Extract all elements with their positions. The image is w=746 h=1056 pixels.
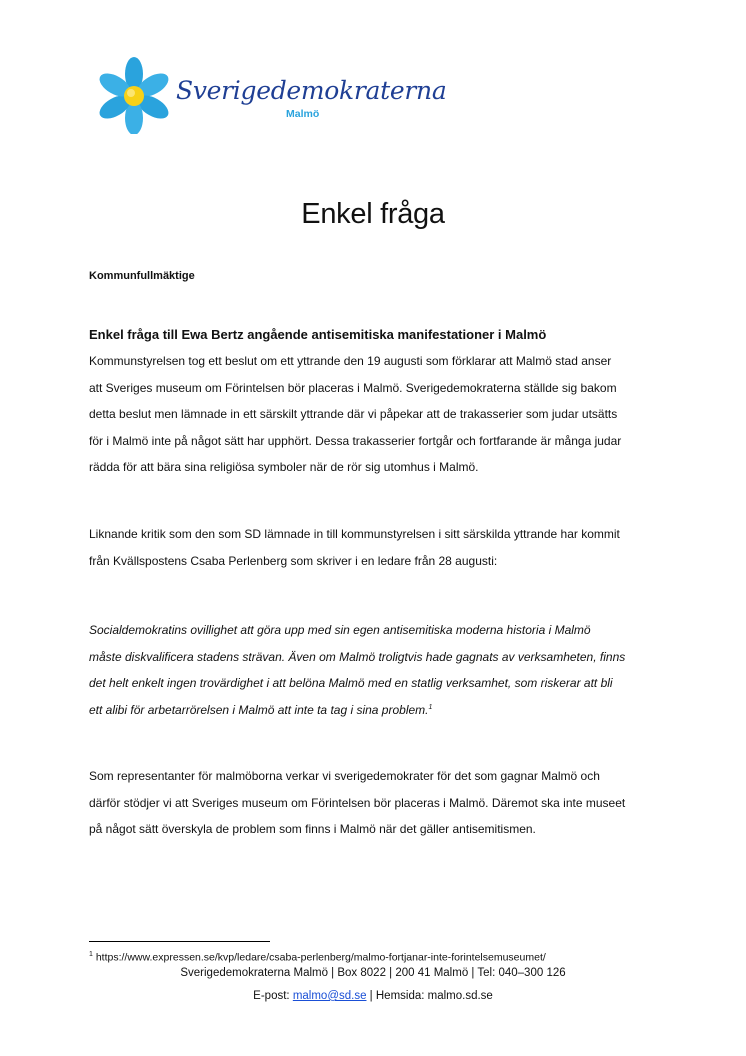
paragraph-line: att Sveriges museum om Förintelsen bör placeras i Malmö. Sverigedemokraterna ställde sig bakom <box>89 380 617 395</box>
flower-icon <box>96 54 176 134</box>
quote-block <box>89 617 669 723</box>
party-logo <box>96 54 447 134</box>
quote-line-text: ett alibi för arbetarrörelsen i Malmö att inte ta tag i sina problem. <box>89 702 429 717</box>
paragraph-line: Liknande kritik som den som SD lämnade in till kommunstyrelsen i sitt särskilda yttrande har kommit <box>89 527 620 541</box>
quote-line: måste diskvalificera stadens strävan. Även om Malmö troligtvis hade gagnats av verksamheten, finns <box>89 649 626 664</box>
question-heading: Enkel fråga till Ewa Bertz angående antisemitiska manifestationer i Malmö <box>89 327 547 342</box>
paragraph-3 <box>89 763 669 843</box>
paragraph-1 <box>89 348 669 481</box>
paragraph-line: rädda för att bära sina religiösa symboler när de rör sig utomhus i Malmö. <box>89 460 479 474</box>
logo-wordmark: Sverigedemokraterna <box>176 76 447 105</box>
document-label: Kommunfullmäktige <box>89 270 195 282</box>
paragraph-2 <box>89 521 669 574</box>
paragraph-line: Som representanter för malmöborna verkar vi sverigedemokrater för det som gagnar Malmö och <box>89 769 600 783</box>
paragraph-line: Kommunstyrelsen tog ett beslut om ett yttrande den 19 augusti som förklarar att Malmö stad anser <box>89 354 612 368</box>
document-title: Enkel fråga <box>301 198 445 230</box>
email-prefix: E-post: <box>253 990 293 1002</box>
paragraph-line: därför stödjer vi att Sveriges museum om Förintelsen bör placeras i Malmö. Däremot ska inte museet <box>89 795 626 810</box>
quote-line: Socialdemokratins ovillighet att göra upp med sin egen antisemitiska moderna historia i Malmö <box>89 623 591 637</box>
paragraph-line: från Kvällspostens Csaba Perlenberg som skriver i en ledare från 28 augusti: <box>89 553 498 568</box>
footnote <box>89 951 546 964</box>
quote-line-last <box>89 697 669 724</box>
website-text: | Hemsida: malmo.sd.se <box>366 990 493 1002</box>
footnote-url[interactable]: https://www.expressen.se/kvp/ledare/csaba-perlenberg/malmo-fortjanar-inte-forintelsemuseumet/ <box>92 951 546 964</box>
quote-line: det helt enkelt ingen trovärdighet i att belöna Malmö med en statlig verksamhet, som riskerar att bli <box>89 676 613 690</box>
footnote-mark: 1 <box>89 951 93 958</box>
footnote-reference[interactable]: 1 <box>428 703 433 711</box>
footer-contact <box>0 990 746 1002</box>
paragraph-line: för i Malmö inte på något sätt har upphört. Dessa trakasserier fortgår och fortfarande är många judar <box>89 433 622 448</box>
paragraph-line: på något sätt överskyla de problem som finns i Malmö när det gäller antisemitismen. <box>89 822 536 836</box>
email-link[interactable]: malmo@sd.se <box>292 990 367 1002</box>
footer-address: Sverigedemokraterna Malmö | Box 8022 | 200 41 Malmö | Tel: 040–300 126 <box>180 967 566 979</box>
logo-subtitle: Malmö <box>286 108 320 120</box>
footnote-divider <box>89 941 270 942</box>
paragraph-line: detta beslut men lämnade in ett särskilt yttrande där vi påpekar att de trakasserier som judar utsätts <box>89 407 618 421</box>
